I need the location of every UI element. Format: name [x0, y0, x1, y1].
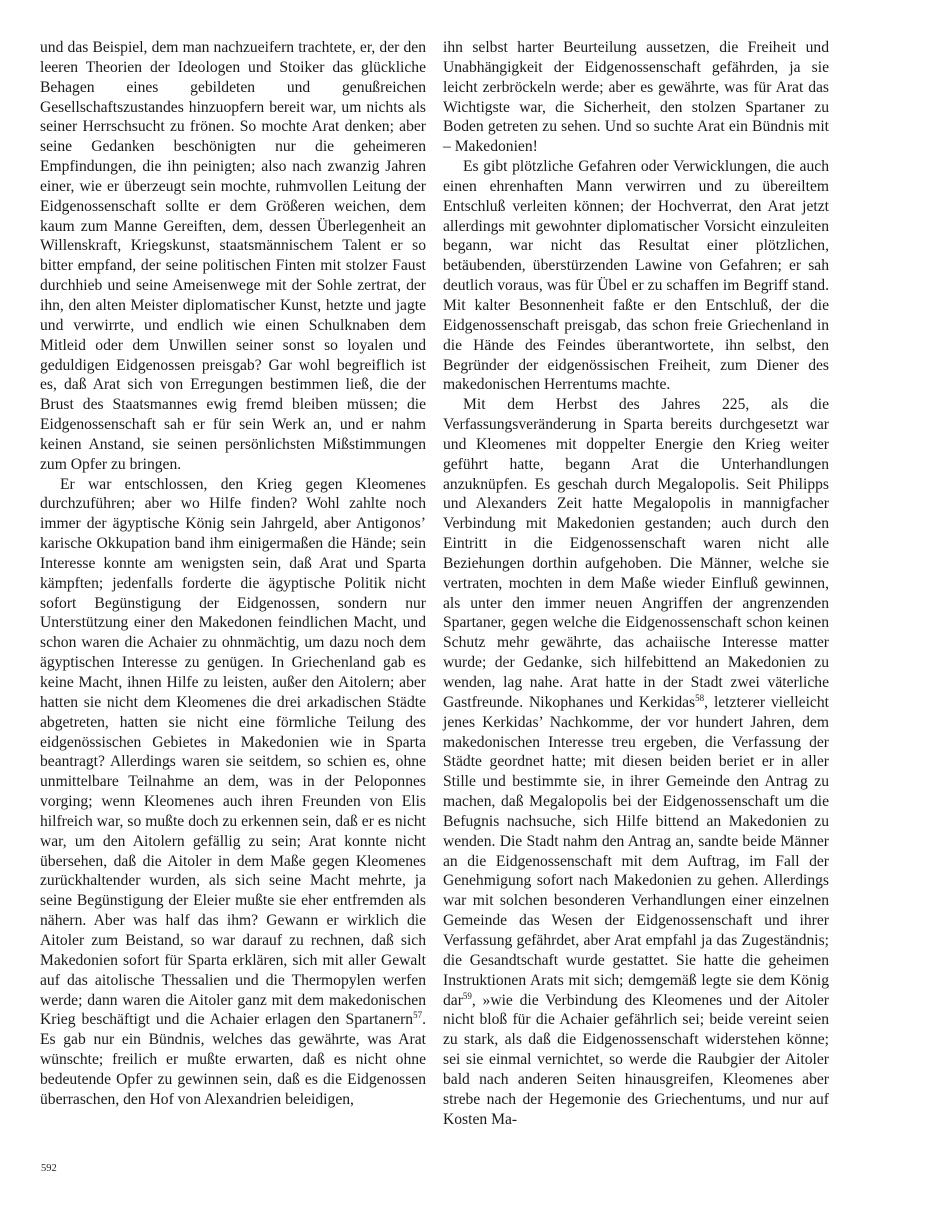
left-column — [40, 38, 426, 1110]
paragraph-text: , letzterer vielleicht jenes Kerkidas’ Nachkomme, der vor hundert Jahren, dem makedonischen Interesse treu ergeben, die Verfassung der Städte geordnet hatte; mit diesen beiden beriet er in aller Stille und bestimmte sie, in ihrer Gemeinde den Antrag zu machen, daß Megalopolis bei der Eidgenossenschaft um die Befugnis nachsuche, sich Hilfe bittend an Makedonien zu wenden. Die Stadt nahm den Antrag an, sandte beide Männer an die Eidgenossenschaft mit dem Auftrag, im Fall der Genehmigung sofort nach Makedonien zu gehen. Allerdings war mit solchen besonderen Verhandlungen einer einzelnen Gemeinde das Wesen der Eidgenossenschaft und ihrer Verfassung gefährdet, aber Arat empfahl ja das Zugeständnis; die Gesandtschaft wurde gestattet. Sie hatte die geheimen Instruktionen Arats mit sich; demgemäß legte sie dem König dar — [443, 693, 829, 1009]
footnote-marker[interactable]: 57 — [413, 1010, 423, 1021]
paragraph: und das Beispiel, dem man nachzueifern trachtete, er, der den leeren Theorien der Ideologen und Stoiker das glückliche Behagen eines gebildeten und genußreichen Gesellschaftszustandes hinzuopfern bereit war, um nichts als seiner Herrschsucht zu frönen. So mochte Arat denken; aber seine Gedanken beschönigten nur die geheimeren Empfindungen, die ihn peinigten; also nach zwanzig Jahren einer, wie er überzeugt sein mochte, ruhmvollen Leitung der Eidgenossenschaft sollte er dem Größeren weichen, dem kaum zum Manne Gereiften, dem, dessen Überlegenheit an Willenskraft, Kriegskunst, staatsmännischem Talent er so bitter empfand, der seine politischen Finten mit stolzer Faust durchhieb und seine Ameisenwege mit der Sohle zertrat, der ihn, den alten Meister diplomatischer Kunst, hetzte und jagte und verwirrte, und endlich wie einen Schulknaben dem Mitleid oder dem Unwillen seiner sonst so loyalen und geduldigen Eidgenossen preisgab? Gar wohl begreiflich ist es, daß Arat sich von Erregungen bestimmen ließ, die der Brust des Staatsmannes ewig fremd bleiben müssen; die Eidgenossenschaft sah er für sein Werk an, und er nahm keinen Anstand, sie seinen persönlichsten Mißstimmungen zum Opfer zu bringen. — [40, 39, 426, 473]
paragraph: ihn selbst harter Beurteilung aussetzen, die Freiheit und Unabhängigkeit der Eidgenossenschaft gefährden, ja sie leicht zerbröckeln werde; aber es gewährte, was für Arat das Wichtigste war, die Sicherheit, den stolzen Spartaner zu Boden getreten zu sehen. Und so suchte Arat ein Bündnis mit – Makedonien! — [443, 39, 829, 156]
paragraph: Es gibt plötzliche Gefahren oder Verwicklungen, die auch einen ehrenhaften Mann verwirren und zu übereiltem Entschluß verleiten können; der Hochverrat, den Arat jetzt allerdings mit gewohnter diplomatischer Vorsicht einzuleiten begann, war nicht das Resultat einer plötzlichen, betäubenden, überstürzenden Lawine von Gefahren; er sah deutlich voraus, was für Übel er zu schaffen im Begriff stand. Mit kalter Besonnenheit faßte er den Entschluß, der die Eidgenossenschaft preisgab, das schon freie Griechenland in die Hände des Feindes überantwortete, ihn selbst, den Begründer der eidgenössischen Freiheit, zum Diener des makedonischen Herrentums machte. — [443, 158, 829, 394]
paragraph-text: . Es gab nur ein Bündnis, welches das gewährte, was Arat wünschte; freilich er mußte erwarten, daß es nicht ohne bedeutende Opfer zu gewinnen sein, daß es die Eidgenossen überraschen, den Hof von Alexandrien beleidigen, — [40, 1011, 426, 1108]
page-number: 592 — [41, 1163, 57, 1174]
paragraph-text: Er war entschlossen, den Krieg gegen Kleomenes durchzuführen; aber wo Hilfe finden? Wohl zahlte noch immer der ägyptische König sein Jahrgeld, aber Antigonos’ karische Okkupation band ihm einigermaßen die Hände; sein Interesse konnte am wenigsten sein, daß Arat und Sparta kämpften; jedenfalls forderte die ägyptische Politik nicht sofort Begünstigung der Eidgenossen, sondern nur Unterstützung einer den Makedonen feindlichen Macht, und schon waren die Achaier zu ohnmächtig, um dazu noch dem ägyptischen Interesse zu genügen. In Griechenland gab es keine Macht, ihnen Hilfe zu leisten, außer den Aitolern; aber hatten sie nicht dem Kleomenes die drei arkadischen Städte abgetreten, hatten sie nicht eine förmliche Teilung des eidgenössischen Gebietes in Makedonien wie in Sparta beantragt? Allerdings waren sie seitdem, so schien es, ohne unmittelbare Teilnahme an dem, was in der Peloponnes vorging; wenn Kleomenes auch ihren Freunden von Elis hilfreich war, so mußte doch zu erkennen sein, daß er es nicht war, um den Aitolern gefällig zu sein; Arat konnte nicht übersehen, daß die Aitoler in dem Maße gegen Kleomenes zurückhaltender wurden, als sich seine Macht mehrte, ja seine Begünstigung der Eleier mußte sie eher entfremden als nähern. Aber was half das ihm? Gewann er wirklich die Aitoler zum Beistand, so war darauf zu rechnen, daß sich Makedonien sofort für Sparta erklären, sich mit aller Gewalt auf das aitolische Thessalien und die Thermopylen werfen werde; dann waren die Aitoler ganz mit dem makedonischen Krieg beschäftigt und die Achaier erlagen den Spartanern — [40, 475, 426, 1029]
paragraph — [40, 475, 426, 1110]
right-column — [443, 38, 829, 1129]
paragraph-text: , »wie die Verbindung des Kleomenes und der Aitoler nicht bloß für die Achaier gefährlich sei; beide vereint seien zu stark, als daß die Eidgenossenschaft widerstehen könne; sei sie einmal vernichtet, so werde die Raubgier der Aitoler bald nach anderen Seiten hinausgreifen, Kleomenes aber strebe nach der Hegemonie des Griechentums, und nur auf Kosten Ma- — [443, 991, 829, 1128]
footnote-marker[interactable]: 59 — [462, 990, 472, 1001]
footnote-marker[interactable]: 58 — [695, 692, 705, 703]
paragraph — [443, 395, 829, 1129]
paragraph-text: Mit dem Herbst des Jahres 225, als die Verfassungsveränderung in Sparta bereits durchgesetzt war und Kleomenes mit doppelter Energie den Krieg weiter geführt hatte, begann Arat die Unterhandlungen anzuknüpfen. Es geschah durch Megalopolis. Seit Philipps und Alexanders Zeit hatte Megalopolis in mannigfacher Verbindung mit Makedonien gestanden; auch durch den Eintritt in die Eidgenossenschaft waren nicht alle Beziehungen dorthin aufgehoben. Die Männer, welche sie vertraten, mochten in dem Maße wieder Einfluß gewinnen, als unter den immer neuen Angriffen der angrenzenden Spartaner, gegen welche die Eidgenossenschaft schon keinen Schutz mehr gewährte, das achaiische Interesse matter wurde; der Gedanke, sich hilfebittend an Makedonien zu wenden, lag nahe. Arat hatte in der Stadt zwei väterliche Gastfreunde. Nikophanes und Kerkidas — [443, 396, 829, 711]
